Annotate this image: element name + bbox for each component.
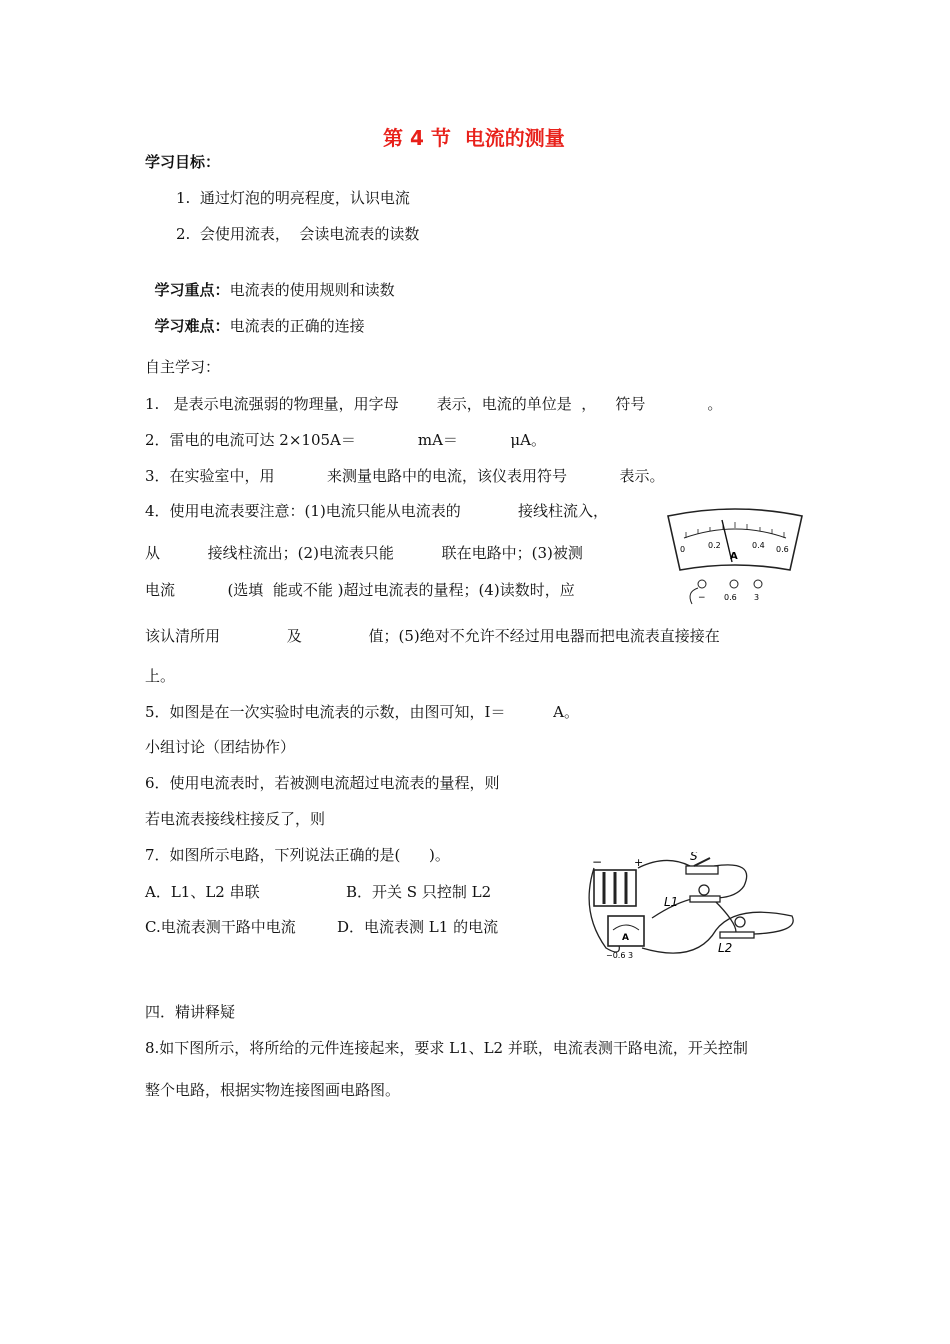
lamp-l2-icon (720, 917, 754, 938)
question-3: 3．在实验室中，用 来测量电路中的电流，该仪表用符号 表示。 (145, 467, 665, 485)
battery-icon (594, 870, 636, 906)
lamp-l1-label: L1 (664, 895, 679, 909)
question-6-line: 6．使用电流表时，若被测电流超过电流表的量程，则 (145, 774, 500, 792)
ammeter-label: A (622, 933, 629, 943)
dial-arc (684, 529, 786, 538)
difficulty (145, 296, 365, 336)
wire (714, 865, 747, 898)
section4-heading: 四．精讲释疑 (145, 1003, 236, 1021)
ammeter-dial-figure (662, 508, 808, 608)
circuit-figure (586, 852, 800, 964)
lamp-l2-label: L2 (718, 941, 733, 955)
question-4-line: 4．使用电流表要注意：(1)电流只能从电流表的 接线柱流入， (145, 502, 609, 520)
self-study-heading: 自主学习： (145, 358, 221, 376)
terminal-label: − (698, 593, 706, 603)
question-1: 1. 是表示电流强弱的物理量，用字母 表示，电流的单位是 ， 符号 。 (145, 395, 723, 413)
question-4-line: 上。 (145, 667, 176, 685)
wire (714, 900, 736, 932)
difficulty-text: 电流表的正确的连接 (229, 317, 365, 335)
battery-minus-label: − (592, 855, 603, 869)
question-8-line: 整个电路，根据实物连接图画电路图。 (145, 1081, 401, 1099)
scale-label: 0.4 (752, 541, 765, 550)
question-2: 2．雷电的电流可达 2×105A＝ mA＝ μA。 (145, 431, 546, 449)
dial-ticks (686, 522, 784, 538)
option-b: B．开关 S 只控制 L2 (346, 883, 492, 901)
wire (638, 860, 690, 868)
option-c: C.电流表测干路中电流 (145, 918, 296, 936)
objective-item: 2. 会使用流表， 会读电流表的读数 (176, 225, 420, 243)
ammeter-terminals-label: −0.6 3 (606, 951, 634, 960)
terminal-posts (698, 580, 762, 588)
battery-plus-label: + (634, 856, 644, 869)
key-point (145, 260, 395, 300)
key-point-label: 学习重点： (154, 281, 230, 299)
option-a: A．L1、L2 串联 (145, 883, 260, 901)
objective-item: 1. 通过灯泡的明亮程度，认识电流 (176, 189, 410, 207)
question-4-line: 该认清所用 及 值；(5)绝对不允许不经过用电器而把电流表直接接在 (145, 627, 720, 645)
option-d: D．电流表测 L1 的电流 (337, 918, 499, 936)
terminal-label: 0.6 (724, 593, 737, 602)
lamp-l1-icon (690, 885, 720, 902)
terminal-label: 3 (754, 593, 760, 602)
page-title: 第 4 节 电流的测量 (383, 126, 565, 150)
lead-wire (690, 588, 698, 604)
objectives-heading: 学习目标： (145, 153, 221, 171)
group-heading: 小组讨论（团结协作） (145, 738, 296, 756)
dial-unit: A (730, 551, 738, 562)
question-4-line: 从 接线柱流出；(2)电流表只能 联在电路中；(3)被测 (145, 544, 583, 562)
difficulty-label: 学习难点： (154, 317, 230, 335)
question-6-line: 若电流表接线柱接反了，则 (145, 810, 326, 828)
switch-label: S (690, 852, 698, 863)
question-8-line: 8.如下图所示，将所给的元件连接起来，要求 L1、L2 并联，电流表测干路电流，开关控制 (145, 1039, 748, 1057)
question-4-line: 电流 (选填 能或不能 )超过电流表的量程；(4)读数时，应 (145, 581, 575, 599)
scale-label: 0.2 (708, 541, 721, 550)
question-7: 7．如图所示电路，下列说法正确的是( )。 (145, 846, 450, 864)
scale-label: 0.6 (776, 545, 789, 554)
key-point-text: 电流表的使用规则和读数 (229, 281, 395, 299)
question-5: 5．如图是在一次实验时电流表的示数，由图可知，I＝ A。 (145, 703, 579, 721)
scale-label: 0 (680, 545, 686, 554)
